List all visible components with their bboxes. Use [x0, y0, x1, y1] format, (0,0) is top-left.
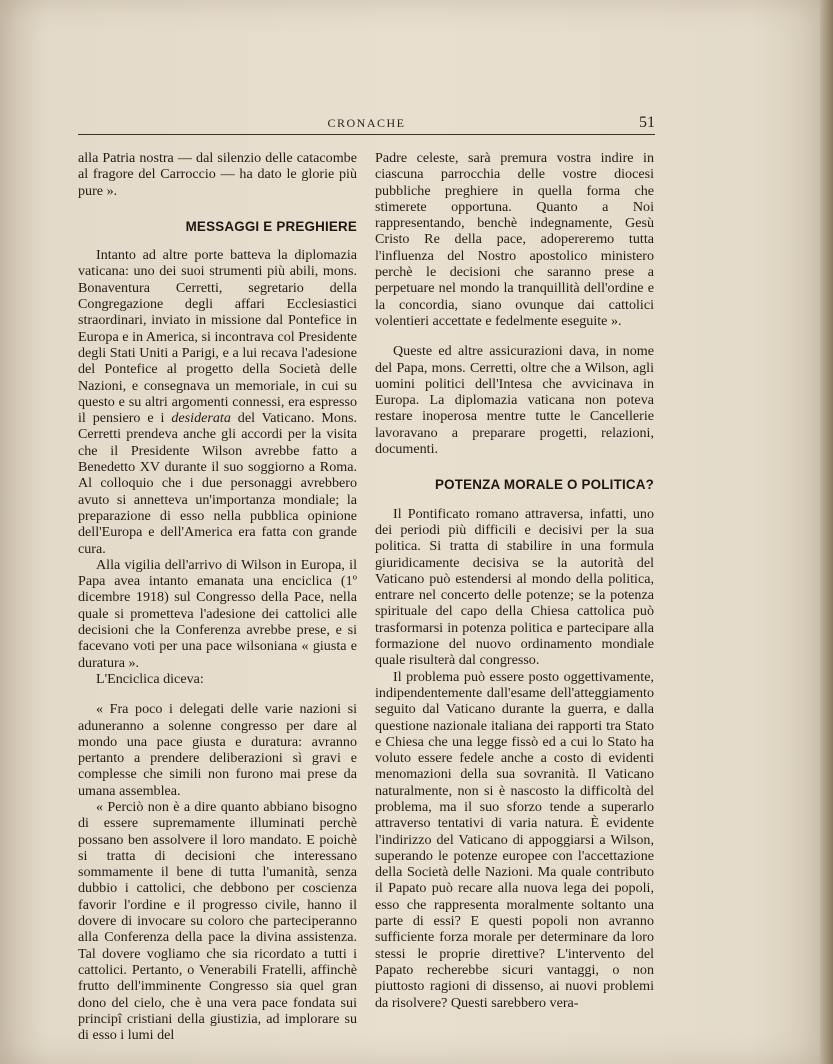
right-column — [375, 150, 654, 1011]
paragraph-text: del Vaticano. Mons. Cerretti prendeva anche gli accordi per la visita che il Presidente Wilson avrebbe fatto a Benedetto XV durante il suo soggiorno a Roma. Al colloquio che i due personaggi avrebbero avuto si annetteva un'importanza mondiale; la preparazione di esso nella pubblica opinione dell'Europa e dell'America era fatta con grande cura. — [78, 410, 358, 557]
section-heading-messaggi: MESSAGGI E PREGHIERE — [185, 218, 357, 234]
paragraph: Queste ed altre assicurazioni dava, in nome del Papa, mons. Cerretti, oltre che a Wilson, agli uomini politici dell'Intesa che avvicinava in Europa. La diplomazia vaticana non poteva restare inoperosa mentre tutte le Cancellerie lavoravano a preparare progetti, relazioni, documenti. — [375, 343, 654, 458]
paragraph: alla Patria nostra — dal silenzio delle catacombe al fragore del Carroccio — ha dato le glorie più pure ». — [78, 150, 357, 199]
emphasis-text: desiderata — [171, 410, 231, 427]
header-rule — [78, 134, 655, 135]
running-title: CRONACHE — [327, 116, 406, 130]
page-number: 51 — [639, 114, 655, 131]
page-edge — [820, 0, 833, 1064]
paragraph: Il Pontificato romano attraversa, infatti, uno dei periodi più difficili e decisivi per la sua politica. Si tratta di stabilire in una formula giuridicamente decisiva se la autorità del Vaticano può estendersi al mondo della politica, entrare nel concerto delle potenze; se la potenza spirituale del capo della Chiesa cattolica può trasformarsi in potenza politica e partecipare alla formazione del nuovo ordinamento mondiale quale risulterà dal congresso. — [375, 505, 654, 669]
quote-paragraph: « Fra poco i delegati delle varie nazioni si aduneranno a solenne congresso per dare al mondo una pace giusta e duratura: avranno pertanto a prendere deliberazioni sì gravi e complesse che simili non furono mai prese da umana assemblea. — [78, 701, 357, 799]
paragraph: Il problema può essere posto oggettivamente, indipendentemente dall'esame dell'atteggiamento seguito dal Vaticano durante la guerra, e dalla questione nazionale italiana dei rapporti tra Stato e Chiesa che una legge fissò ed a cui lo Stato ha voluto essere fedele anche a costo di evidenti menomazioni della sua sovranità. Il Vaticano naturalmente, non si è nascosto la difficoltà del problema, ma il suo sforzo tende a superarlo attraverso tentativi di varia natura. È evidente l'indirizzo del Vaticano di appoggiarsi a Wilson, superando le potenze europee con l'accettazione della Società delle Nazioni. Ma quale contributo il Papato può recare alla nuova lega dei popoli, esso che rappresenta moralmente soltanto una parte di essi? E questi popoli non avranno sufficiente forza morale per determinare da loro stessi le proprie direttive? L'intervento del Papato recherebbe sicuri vantaggi, o non piuttosto ragioni di dissenso, ai nuovi problemi da risolvere? Questi sarebbero vera- — [375, 668, 654, 1011]
section-heading-potenza: POTENZA MORALE O POLITICA? — [435, 477, 654, 493]
running-head — [78, 114, 655, 134]
paragraph — [78, 247, 357, 557]
paragraph: L'Enciclica diceva: — [96, 670, 204, 687]
paragraph-text: Intanto ad altre porte batteva la diplomazia vaticana: uno dei suoi strumenti più abili, mons. Bonaventura Cerretti, segretario della Congregazione degli affari Ecclesiastici straordinari, inviato in missione dal Pontefice in Europa e in America, si incontrava col Presidente degli Stati Uniti a Parigi, e a lui recava l'adesione del Pontefice al progetto della Società delle Nazioni, e consegnava un memoriale, in cui su questo e su altri argomenti connessi, era espresso il pensiero e i — [78, 247, 357, 427]
left-column — [78, 150, 357, 1043]
quote-paragraph: « Perciò non è a dire quanto abbiano bisogno di essere supremamente illuminati perchè possano ben assolvere il loro mandato. E poichè si tratta di decisioni che interessano sommamente il bene di tutta l'umanità, senza dubbio i cattolici, che debbono per coscienza favorir l'ordine e il progresso civile, hanno il dovere di invocare su coloro che parteciperanno alla Conferenza della pace la divina assistenza. Tal dovere vogliamo che sia ricordato a tutti i cattolici. Pertanto, o Venerabili Fratelli, affinchè frutto dell'imminente Congresso sia quel gran dono del cielo, che è una vera pace fondata sui principî cristiani della giustizia, ad implorare su di esso i lumi del — [78, 798, 357, 1044]
paragraph: Alla vigilia dell'arrivo di Wilson in Europa, il Papa avea intanto emanata una enciclica (1º dicembre 1918) sul Congresso della Pace, nella quale si prometteva l'adesione dei cattolici alle decisioni che la Conferenza avrebbe prese, e si facevano voti per una pace wilsoniana « giusta e duratura ». — [78, 556, 357, 671]
quote-paragraph: Padre celeste, sarà premura vostra indire in ciascuna parrocchia delle vostre diocesi pubbliche preghiere in quella forma che stimerete opportuna. Quanto a Noi rappresentando, benchè indegnamente, Gesù Cristo Re della pace, adopereremo tutta l'influenza del Nostro apostolico ministero perchè le decisioni che saranno prese a perpetuare nel mondo la tranquillità dell'ordine e la concordia, siano ovunque dai cattolici volentieri accettate e fedelmente eseguite ». — [375, 150, 654, 329]
